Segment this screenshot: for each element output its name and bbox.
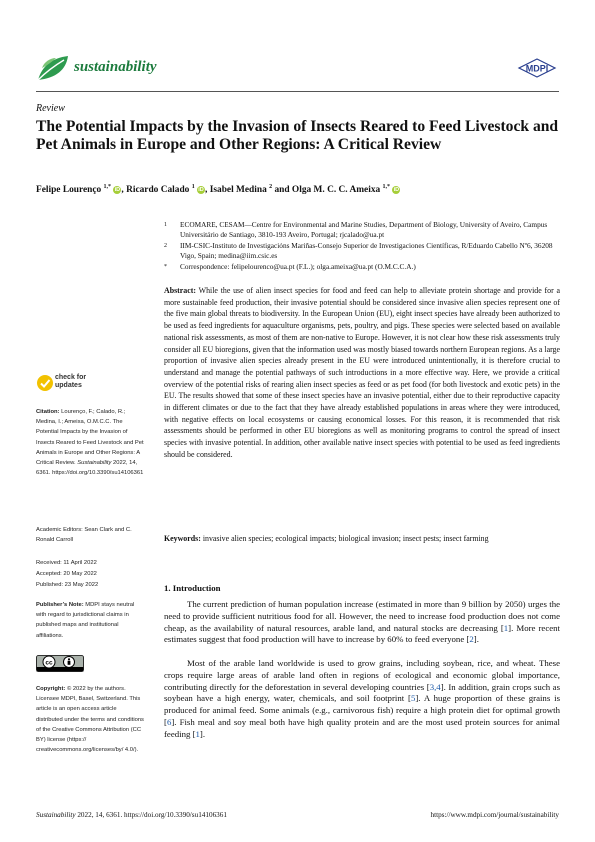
citation-text: Lourenço, F.; Calado, R.; Medina, I.; Ameixa, O.M.C.C. The Potential Impacts by the Invasion of Insects Reared to Feed Livestock and Pet Animals in Europe and Other Regions: A Critical Review. <box>36 409 144 467</box>
svg-text:cc: cc <box>45 659 53 667</box>
citation-journal: Sustainability <box>77 460 112 467</box>
correspondence-text: Correspondence: felipelourenco@ua.pt (F.L.); olga.ameixa@ua.pt (O.M.C.C.A.) <box>180 262 416 271</box>
affiliation-mark: 2 <box>164 243 167 249</box>
citation-link[interactable]: 2 <box>469 634 474 645</box>
citation-link[interactable]: 3,4 <box>429 681 441 692</box>
citation-link[interactable]: 6 <box>166 716 172 727</box>
footer-journal-url[interactable]: https://www.mdpi.com/journal/sustainability <box>430 811 559 819</box>
check-line: updates <box>55 382 82 389</box>
cc-by-license-icon[interactable] <box>36 655 84 672</box>
affiliation-text: ECOMARE, CESAM—Centre for Environmental and Marine Studies, Department of Biology, University of Aveiro, Campus Universitário de Santiago, 3810-193 Aveiro, Portugal; rjcalado@ua.pt <box>180 220 548 240</box>
correspondence-item <box>164 262 559 272</box>
journal-name: sustainability <box>74 59 157 75</box>
check-for-updates-label[interactable] <box>55 374 86 390</box>
author-list: Felipe Lourenço $^{1,*}$ iD, Ricardo Calado $^1$ iD, Isabel Medina $^2$ and Olga M. C. C. Ameixa $^{1,*}$ iD <box>36 184 400 196</box>
body-paragraph <box>164 658 560 741</box>
footer-journal: Sustainability <box>36 811 76 819</box>
paragraph-text: Most of the arable land worldwide is used to grow grains, including soybean, rice, and wheat. These crops require large areas of arable land often in regions of ecological and economic global importance, contributing directly for the deforestation in several developing countries [ <box>164 658 560 692</box>
author-name: Ricardo Calado <box>126 185 190 196</box>
abstract-text: While the use of alien insect species for food and feed can help to alleviate protein shortage and provide for a more sustainable feed production, their invasive potential should be considered since invasive alien species represent one of the five main global threats to biodiversity. In the European Union (EU), eight insect species have already been authorized to be used as feed ingredients for aquaculture organisms, pets, poultry, and pigs. These species were selected based on available national risk assessments, as most of them are non-native to Europe. However, it is not clear how these risk assessments truly consider all EU bioregions, given that the information used was mostly biased towards northern European regions. As a large proportion of invasive alien species already present in the EU were introduced unintentionally, it is therefore crucial to understand and manage the potential pathways of such introductions in a more effective way. Here, we provide a critical overview of the potential risks of rearing alien insect species as feed or as pet food (for both livestock and exotic pets) in the EU. The results showed that some of these insect species have an invasive potential, either due to their reproductive capacity in different climates or due to the fact that they have already established populations in areas where they were introduced, with negative effects on local ecosystems or causing economical losses. For this reason, it is recommended that risk assessments should be performed in other EU bioregions as well as monitoring programs to control the spread of insect species with invasive potential. In addition, other available native insect species with potential to be used as feed ingredients should be considered. <box>164 286 560 459</box>
author-affiliation-mark: 2 <box>269 184 273 190</box>
citation-label: Citation: <box>36 409 60 415</box>
orcid-icon[interactable]: iD <box>198 187 204 194</box>
publishers-note <box>36 600 144 641</box>
paragraph-text: ]. In addition, grain crops such as soybean have a high energy, water, chemicals, and soil footprint [ <box>164 681 561 704</box>
paragraph-text: ]. More recent estimates suggest that food production will have to increase by 60% to feed everyone [ <box>164 622 560 645</box>
keywords <box>164 533 560 544</box>
affiliation-mark: * <box>164 264 167 270</box>
header-divider <box>36 91 559 92</box>
paragraph-text: ]. A huge proportion of these grains is produced for animal feed. Some animals (e.g., carnivorous fish) require a high protein diet for optimal growth [ <box>164 693 560 727</box>
author-affiliation-mark: 1,* <box>103 184 112 190</box>
mdpi-logo-icon <box>517 58 557 78</box>
abstract <box>164 285 560 461</box>
journal-leaf-logo-icon <box>36 54 70 82</box>
body-paragraph <box>164 599 560 646</box>
abstract-label: Abstract: <box>164 286 196 295</box>
received-date: Received: 11 April 2022 <box>36 560 97 566</box>
author-affiliation-mark: 1,* <box>382 184 391 190</box>
author-affiliation-mark: 1 <box>191 184 195 190</box>
paragraph-text: ]. <box>473 634 479 645</box>
published-date: Published: 23 May 2022 <box>36 582 99 588</box>
citation-link[interactable]: 1 <box>195 728 200 739</box>
paragraph-text: The current prediction of human population increase (estimated in more than 9 billion by 2050) urges the need to provide sufficient nutritious food for all. However, the need to increase food production does not come cheap, as the availability of natural resources, arable land, and natural stocks are decreasing [ <box>164 599 560 633</box>
academic-editors: Academic Editors: Sean Clark and C. Ronald Carroll <box>36 527 132 544</box>
citation-block <box>36 407 144 478</box>
affiliation-item <box>164 241 559 262</box>
footer-citation <box>36 811 227 819</box>
check-for-updates-icon[interactable] <box>36 374 54 392</box>
article-title: The Potential Impacts by the Invasion of Insects Reared to Feed Livestock and Pet Animals in Europe and Other Regions: A Critical Review <box>36 118 559 154</box>
footer-doi[interactable]: 2022, 14, 6361. https://doi.org/10.3390/su14106361 <box>77 811 227 819</box>
citation-link[interactable]: 5 <box>410 693 416 704</box>
orcid-icon[interactable]: iD <box>114 187 121 194</box>
note-text: MDPI stays neutral with regard to jurisdictional claims in published maps and institutional affiliations. <box>36 602 135 639</box>
author-name: Isabel Medina <box>209 185 267 196</box>
keywords-label: Keywords: <box>164 534 201 543</box>
affiliation-item <box>164 220 559 241</box>
note-label: Publisher’s Note: <box>36 602 84 608</box>
affiliation-text: IIM-CSIC-Instituto de Investigaciόns Mariñas-Consejo Superior de Investigaciones Científicas, R/Eduardo Cabello Nº6, 36208 Vigo, Spain; medina@iim.csic.es <box>180 241 553 261</box>
copyright-text: © 2022 by the authors. Licensee MDPI, Basel, Switzerland. This article is an open access article distributed under the terms and conditions of the Creative Commons Attribution (CC BY) license (https:// creativecommons.org/licenses/by/ 4.0/). <box>36 686 144 754</box>
check-line: check for <box>55 374 87 381</box>
author-name: Olga M. C. C. Ameixa <box>291 185 381 196</box>
copyright-label: Copyright: <box>36 686 66 692</box>
paragraph-text: ]. <box>199 728 206 739</box>
accepted-date: Accepted: 20 May 2022 <box>36 571 97 577</box>
article-type: Review <box>36 103 65 114</box>
paragraph-text: ]. Fish meal and soy meal both have high quality protein and are the most used protein sources for animal feeding [ <box>164 716 560 739</box>
affiliation-mark: 1 <box>164 222 167 228</box>
svg-text:MDPI: MDPI <box>525 63 549 74</box>
section-heading: 1. Introduction <box>164 583 221 593</box>
citation-doi[interactable]: 2022, 14, 6361. https://doi.org/10.3390/su14106361 <box>36 460 144 477</box>
orcid-icon[interactable]: iD <box>393 187 400 194</box>
author-name: Felipe Lourenço <box>36 185 102 196</box>
keywords-text: invasive alien species; ecological impacts; biological invasion; insect pests; insect farming <box>202 534 489 543</box>
copyright-block <box>36 684 144 755</box>
citation-link[interactable]: 1 <box>503 622 509 633</box>
